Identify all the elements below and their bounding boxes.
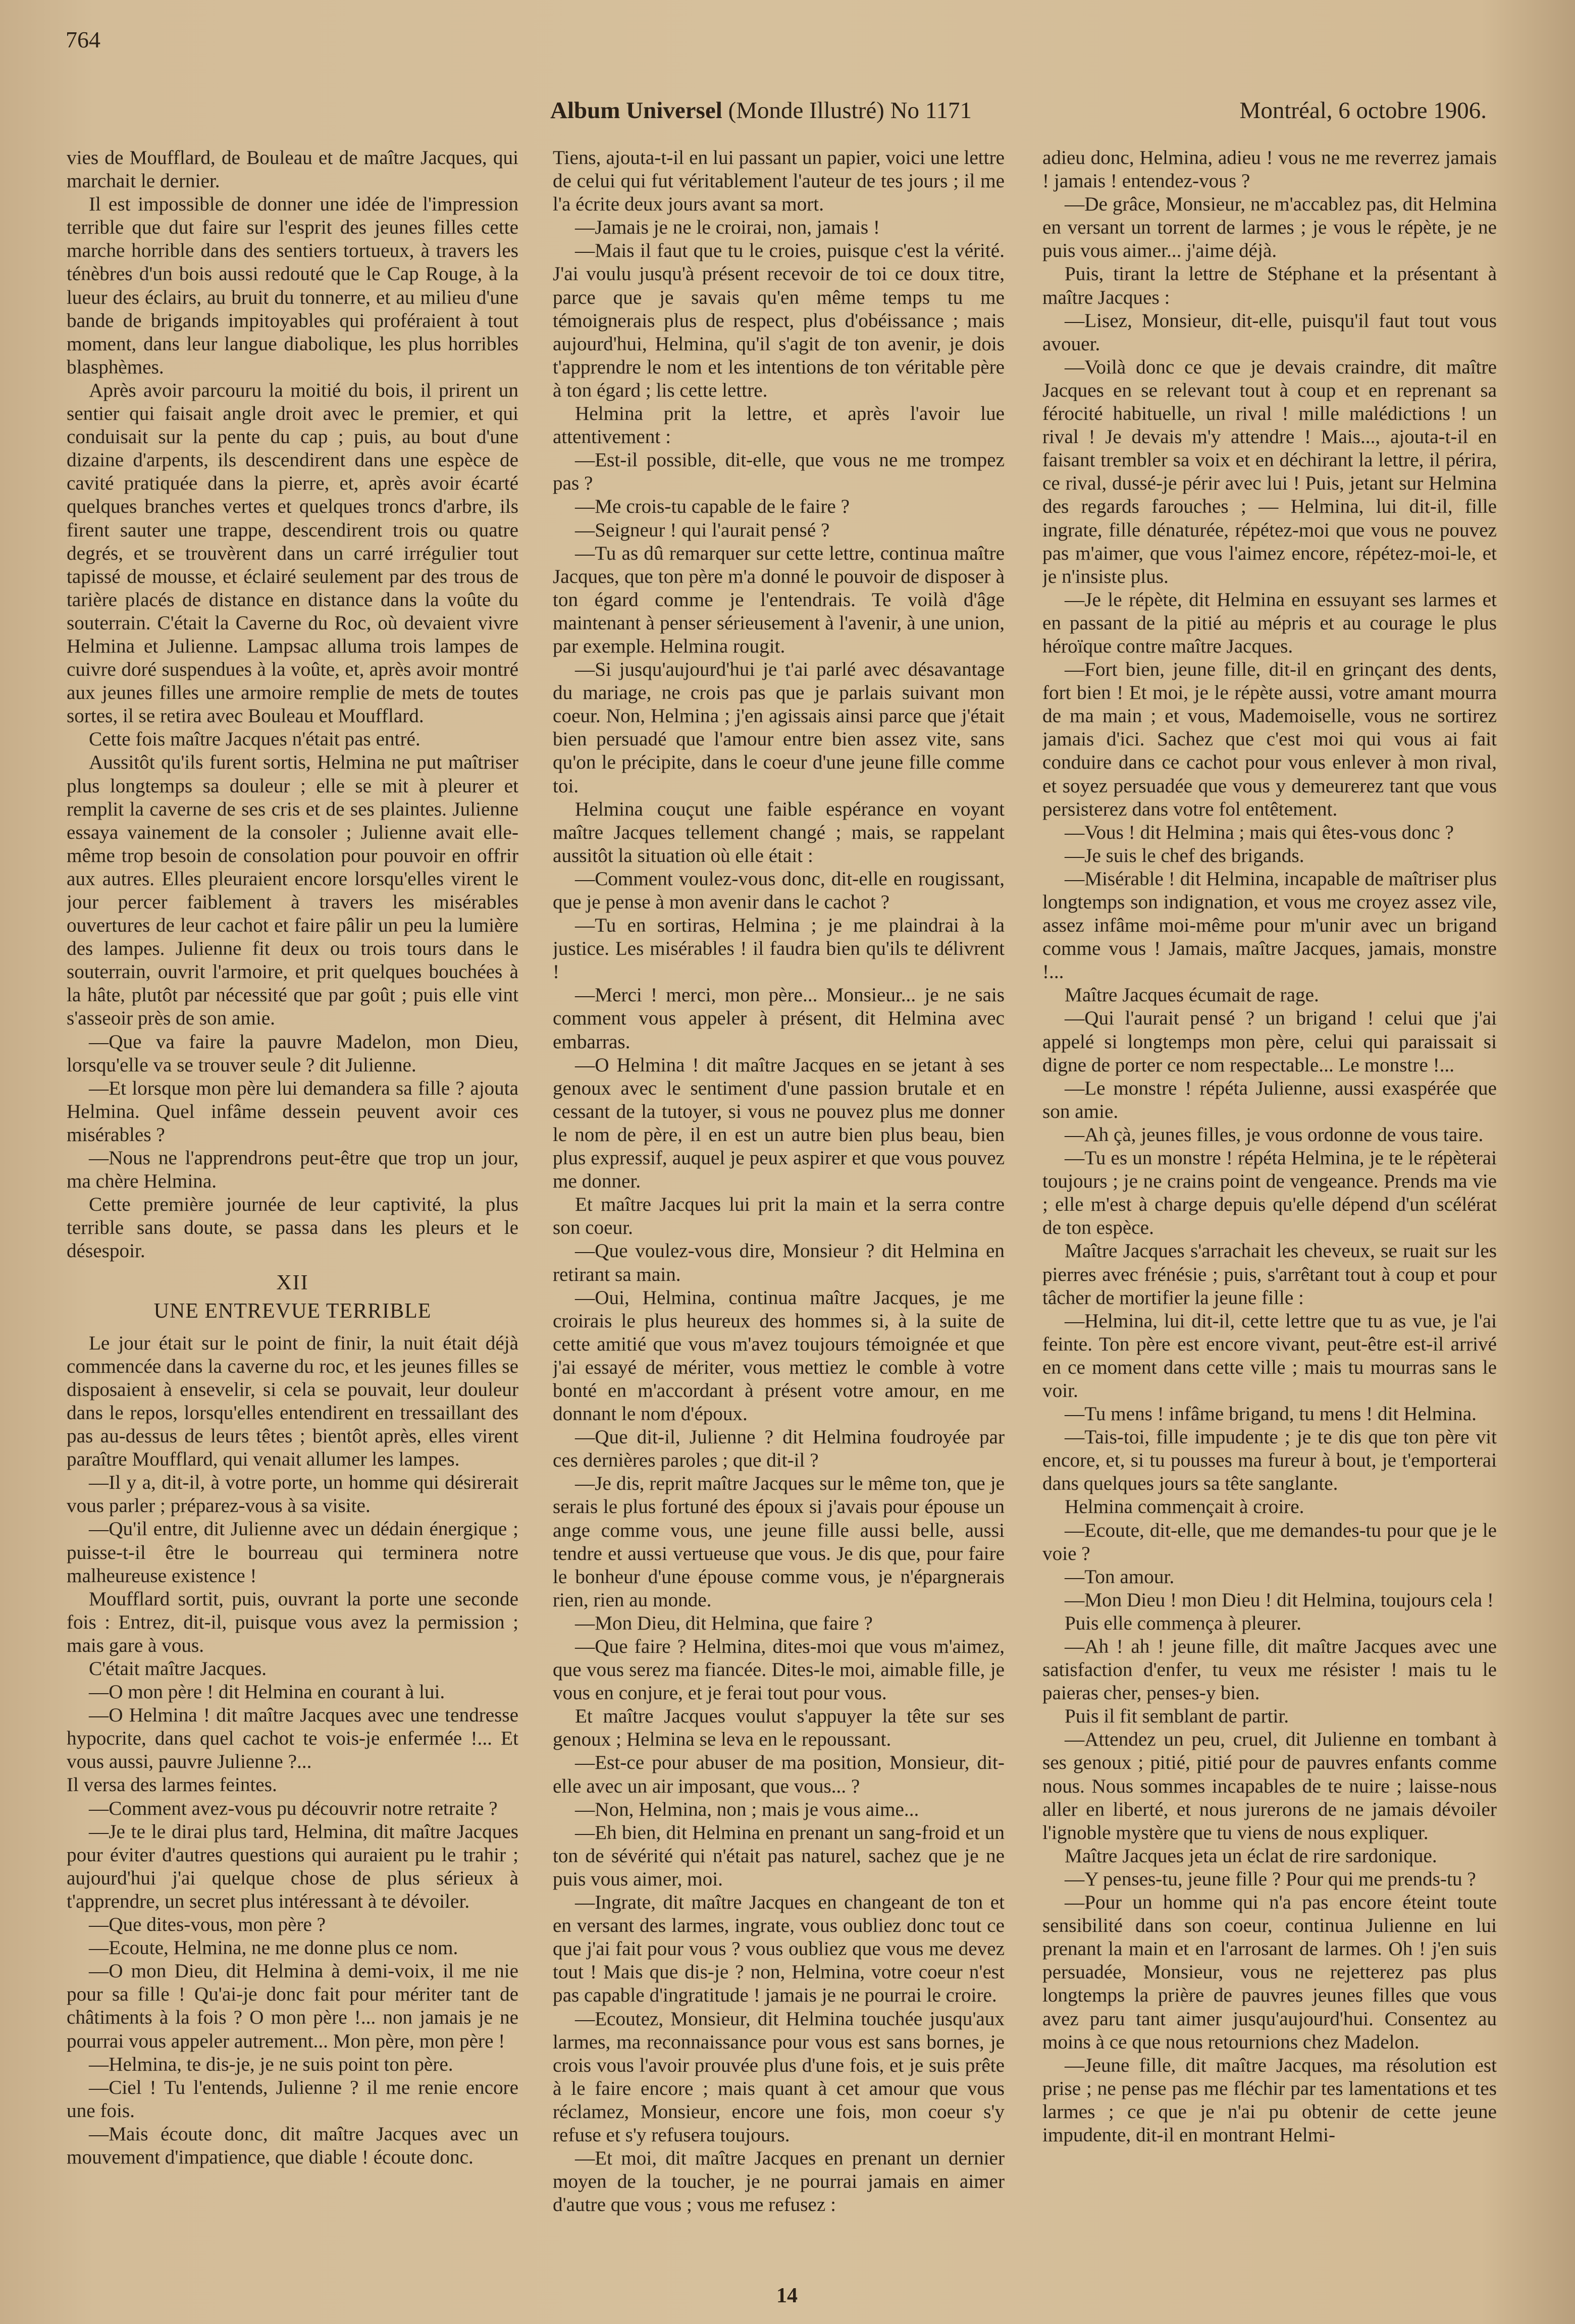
publication-subtitle: (Monde Illustré) No 1171 (728, 97, 972, 124)
paragraph: Et maître Jacques voulut s'appuyer la tête sur ses genoux ; Helmina se leva en le repoussant. (553, 1705, 1005, 1751)
paragraph: —Tu es un monstre ! répéta Helmina, je te le répèterai toujours ; je ne crains point de vengeance. Prends ma vie ; elle m'est à charge depuis qu'elle dépend d'un scélérat de ton espèce. (1042, 1147, 1497, 1239)
paragraph: Il est impossible de donner une idée de l'impression terrible que dut faire sur l'esprit des jeunes filles cette marche horrible dans des sentiers tortueux, à travers les ténèbres d'un bois aussi redouté que le Cap Rouge, à la lueur des éclairs, au bruit du tonnerre, et au milieu d'une bande de brigands impitoyables qui proféraient à tout moment, dans leur langue diabolique, les plus horribles blasphèmes. (67, 193, 518, 378)
paragraph: Le jour était sur le point de finir, la nuit était déjà commencée dans la caverne du roc, et les jeunes filles se disposaient à ensevelir, si cela se pouvait, leur douleur dans le repos, lorsqu'elles entendirent en tressaillant des pas au-dessus de leurs têtes ; bientôt après, elles virent paraître Moufflard, qui venait allumer les lampes. (67, 1332, 518, 1471)
paragraph: —Tu as dû remarquer sur cette lettre, continua maître Jacques, que ton père m'a donné le pouvoir de disposer à ton égard comme je l'entendrais. Te voilà d'âge maintenant à penser sérieusement à l'avenir, à une union, par exemple. Helmina rougit. (553, 542, 1005, 657)
paragraph: —Attendez un peu, cruel, dit Julienne en tombant à ses genoux ; pitié, pitié pour de pauvres enfants comme nous. Nous sommes incapables de te nuire ; laisse-nous aller en liberté, et nous jurerons de ne jamais dévoiler l'ignoble mystère que tu viens de nous expliquer. (1042, 1728, 1497, 1844)
paragraph: Cette première journée de leur captivité, la plus terrible sans doute, se passa dans les pleurs et le désespoir. (67, 1194, 518, 1262)
paragraph: —Je le répète, dit Helmina en essuyant ses larmes et en passant de la pitié au mépris et au courage le plus héroïque contre maître Jacques. (1042, 588, 1497, 657)
paragraph: —Que faire ? Helmina, dites-moi que vous m'aimez, que vous serez ma fiancée. Dites-le moi, aimable fille, je vous en conjure, et je ferai tout pour vous. (553, 1636, 1005, 1704)
paragraph: —Eh bien, dit Helmina en prenant un sang-froid et un ton de sévérité qui n'était pas naturel, sachez que je ne puis vous aimer, moi. (553, 1821, 1005, 1890)
paragraph: —Mais écoute donc, dit maître Jacques avec un mouvement d'impatience, que diable ! écoute donc. (67, 2123, 518, 2168)
text-column-3 (1042, 146, 1497, 2261)
paragraph: —Fort bien, jeune fille, dit-il en grinçant des dents, fort bien ! Et moi, je le répète aussi, votre amant mourra de ma main ; et vous, Mademoiselle, vous ne sortirez jamais d'ici. Sachez que c'est moi qui vous ai fait conduire dans ce cachot pour vous enlever à mon rival, et soyez persuadée que vous y demeurerez tant que vous persisterez dans votre fol entêtement. (1042, 659, 1497, 820)
paragraph: —Que voulez-vous dire, Monsieur ? dit Helmina en retirant sa main. (553, 1240, 1005, 1285)
paragraph: —Non, Helmina, non ; mais je vous aime... (575, 1798, 919, 1820)
paragraph: —Jamais je ne le croirai, non, jamais ! (575, 217, 880, 239)
text-column-1 (67, 146, 518, 2261)
paragraph: —O Helmina ! dit maître Jacques en se jetant à ses genoux avec le sentiment d'une passion brutale et en cessant de la tutoyer, si vous ne pouvez plus me donner le nom de père, il en est un autre bien plus beau, bien plus expressif, auquel je peux aspirer et que vous pouvez me donner. (553, 1054, 1005, 1193)
paragraph: —Comment voulez-vous donc, dit-elle en rougissant, que je pense à mon avenir dans le cachot ? (553, 868, 1005, 913)
paragraph: —Ciel ! Tu l'entends, Julienne ? il me renie encore une fois. (67, 2076, 518, 2122)
paragraph: —Helmina, te dis-je, je ne suis point ton père. (89, 2053, 453, 2075)
paragraph: Helmina prit la lettre, et après l'avoir lue attentivement : (553, 403, 1005, 448)
paragraph: —Jeune fille, dit maître Jacques, ma résolution est prise ; ne pense pas me fléchir par tes lamentations et tes larmes ; ce que je n'ai pu obtenir de cette jeune impudente, dit-il en montrant Helmi- (1042, 2054, 1497, 2146)
paragraph: —Je suis le chef des brigands. (1065, 844, 1304, 867)
paragraph: —Ah çà, jeunes filles, je vous ordonne de vous taire. (1065, 1123, 1484, 1146)
paragraph: —Qu'il entre, dit Julienne avec un dédain énergique ; puisse-t-il être le bourreau qui terminera notre malheureuse existence ! (67, 1518, 518, 1587)
paragraph: —O mon père ! dit Helmina en courant à lui. (89, 1681, 445, 1703)
paragraph: —Et moi, dit maître Jacques en prenant un dernier moyen de la toucher, je ne pourrai jamais en aimer d'autre que vous ; vous me refusez : (553, 2147, 1005, 2216)
paragraph: —Me crois-tu capable de le faire ? (575, 496, 850, 518)
paragraph: Et maître Jacques lui prit la main et la serra contre son coeur. (553, 1194, 1005, 1239)
paragraph: Aussitôt qu'ils furent sortis, Helmina ne put maîtriser plus longtemps sa douleur ; elle se mit à pleurer et remplit la caverne de ses cris et de ses plaintes. Julienne essaya vainement de la consoler ; Julienne avait elle-même trop besoin de consolation pour pouvoir en offrir aux autres. Elles pleuraient encore lorsqu'elles virent le jour percer faiblement à travers les misérables ouvertures de leur cachot et faire pâlir un peu la lumière des lampes. Julienne fit deux ou trois tours dans le souterrain, ouvrit l'armoire, et prit quelques bouchées à la hâte, plutôt par nécessité que par goût ; puis elle vint s'asseoir près de son amie. (67, 751, 518, 1030)
paragraph: —Et lorsque mon père lui demandera sa fille ? ajouta Helmina. Quel infâme dessein peuvent avoir ces misérables ? (67, 1077, 518, 1146)
paragraph: Il versa des larmes feintes. (67, 1774, 277, 1796)
paragraph: Maître Jacques jeta un éclat de rire sardonique. (1065, 1845, 1437, 1867)
paragraph: —Si jusqu'aujourd'hui je t'ai parlé avec désavantage du mariage, ne crois pas que je parlais suivant mon coeur. Non, Helmina ; j'en agissais ainsi parce que j'était bien persuadé que l'amour entre bien assez vite, sans qu'on le précipite, dans le coeur d'une jeune fille comme toi. (553, 659, 1005, 797)
paragraph: —Vous ! dit Helmina ; mais qui êtes-vous donc ? (1065, 821, 1454, 843)
paragraph: —Oui, Helmina, continua maître Jacques, je me croirais le plus heureux des hommes si, à la suite de cette amitié que vous m'avez toujours témoignée et que j'ai essayé de mériter, vous mettiez le comble à votre bonté en m'accordant à présent votre amour, en me donnant le nom d'époux. (553, 1286, 1005, 1425)
paragraph: —Est-il possible, dit-elle, que vous ne me trompez pas ? (553, 449, 1005, 495)
chapter-title: UNE ENTREVUE TERRIBLE (153, 1299, 432, 1323)
paragraph: —O mon Dieu, dit Helmina à demi-voix, il me nie pour sa fille ! Qu'ai-je donc fait pour mériter tant de châtiments à la fois ? O mon père !... non jamais je ne pourrai vous appeler autrement... Mon père, mon père ! (67, 1960, 518, 2052)
paragraph: —Mon Dieu, dit Helmina, que faire ? (575, 1612, 873, 1634)
paragraph: —Tais-toi, fille impudente ; je te dis que ton père vit encore, et, si tu pousses ma fureur à bout, je t'emporterai dans quelques jours sa tête sanglante. (1042, 1426, 1497, 1495)
page-number: 764 (66, 27, 100, 52)
paragraph: —Tu mens ! infâme brigand, tu mens ! dit Helmina. (1065, 1403, 1477, 1425)
paragraph: —Ton amour. (1065, 1565, 1175, 1588)
paragraph: —Je te le dirai plus tard, Helmina, dit maître Jacques pour éviter d'autres questions qui auraient pu le trahir ; aujourd'hui j'ai quelque chose de plus sérieux à t'apprendre, un secret plus intéressant à te dévoiler. (67, 1820, 518, 1912)
paragraph: Moufflard sortit, puis, ouvrant la porte une seconde fois : Entrez, dit-il, puisque vous avez la permission ; mais gare à vous. (67, 1588, 518, 1656)
paragraph: —Voilà donc ce que je devais craindre, dit maître Jacques en se relevant tout à coup et en reprenant sa férocité habituelle, un rival ! mille malédictions ! un rival ! Je devais m'y attendre ! Mais..., ajouta-t-il en faisant trembler sa voix et en déchirant la lettre, il périra, ce rival, dussé-je périr avec lui ! Puis, jetant sur Helmina des regards farouches ; — Helmina, lui dit-il, fille ingrate, fille dénaturée, répétez-moi que vous ne pouvez pas m'aimer, que vous l'aimez encore, répétez-moi-le, et je n'insiste plus. (1042, 356, 1497, 587)
paragraph: —Misérable ! dit Helmina, incapable de maîtriser plus longtemps son indignation, et vous me croyez assez vile, assez infâme moi-même pour m'unir avec un brigand comme vous ! Jamais, maître Jacques, jamais, monstre !... (1042, 868, 1497, 983)
paragraph: —Que dites-vous, mon père ? (89, 1914, 326, 1936)
paragraph: —Merci ! merci, mon père... Monsieur... je ne sais comment vous appeler à présent, dit Helmina avec embarras. (553, 984, 1005, 1053)
chapter-number: XII (276, 1271, 309, 1294)
paragraph: Cette fois maître Jacques n'était pas entré. (89, 728, 421, 750)
dateline: Montréal, 6 octobre 1906. (1239, 97, 1487, 124)
paragraph: —Lisez, Monsieur, dit-elle, puisqu'il faut tout vous avouer. (1042, 309, 1497, 355)
paragraph: adieu donc, Helmina, adieu ! vous ne me reverrez jamais ! jamais ! entendez-vous ? (1042, 147, 1497, 192)
paragraph: Puis, tirant la lettre de Stéphane et la présentant à maître Jacques : (1042, 263, 1497, 308)
paragraph: —Ah ! ah ! jeune fille, dit maître Jacques avec une satisfaction d'enfer, tu veux me résister ! mais tu le paieras cher, penses-y bien. (1042, 1636, 1497, 1704)
paragraph: Helmina couçut une faible espérance en voyant maître Jacques tellement changé ; mais, se rappelant aussitôt la situation où elle était : (553, 798, 1005, 867)
text-column-2 (553, 146, 1005, 2261)
paragraph: —Nous ne l'apprendrons peut-être que trop un jour, ma chère Helmina. (67, 1147, 518, 1193)
paragraph: —Que va faire la pauvre Madelon, mon Dieu, lorsqu'elle va se trouver seule ? dit Julienne. (67, 1031, 518, 1076)
paragraph: —Qui l'aurait pensé ? un brigand ! celui que j'ai appelé si longtemps mon père, celui qui paraissait si digne de porter ce nom respectable... Le monstre !... (1042, 1007, 1497, 1076)
paragraph: Tiens, ajouta-t-il en lui passant un papier, voici une lettre de celui qui fut véritablement l'auteur de tes jours ; il me l'a écrite deux jours avant sa mort. (553, 147, 1005, 215)
paragraph: —Ecoute, dit-elle, que me demandes-tu pour que je le voie ? (1042, 1519, 1497, 1564)
paragraph: —Comment avez-vous pu découvrir notre retraite ? (89, 1797, 498, 1819)
publication-title (550, 97, 972, 124)
paragraph: —Ecoute, Helmina, ne me donne plus ce nom. (89, 1937, 458, 1959)
paragraph: C'était maître Jacques. (89, 1658, 267, 1680)
paragraph: Après avoir parcouru la moitié du bois, il prirent un sentier qui faisait angle droit avec le premier, et qui conduisait sur la pente du cap ; puis, au bout d'une dizaine d'arpents, ils descendirent dans une espèce de cavité pratiquée dans la pierre, et, après avoir écarté quelques branches vertes et quelques troncs d'arbre, ils firent sauter une trappe, descendirent trois ou quatre degrés, et se trouvèrent dans un carré irrégulier tout tapissé de mousse, et éclairé seulement par des trous de tarière placés de distance en distance dans la voûte du souterrain. C'était la Caverne du Roc, où devaient vivre Helmina et Julienne. Lampsac alluma trois lampes de cuivre doré suspendues à la voûte, et, après avoir montré aux jeunes filles une armoire remplie de mets de toutes sortes, il se retira avec Bouleau et Moufflard. (67, 379, 518, 727)
paragraph: —Mon Dieu ! mon Dieu ! dit Helmina, toujours cela ! (1065, 1589, 1494, 1611)
paragraph: —Il y a, dit-il, à votre porte, un homme qui désirerait vous parler ; préparez-vous à sa visite. (67, 1472, 518, 1517)
paragraph: —Y penses-tu, jeune fille ? Pour qui me prends-tu ? (1065, 1868, 1476, 1890)
folio-number: 14 (776, 2284, 798, 2307)
paragraph: —Est-ce pour abuser de ma position, Monsieur, dit-elle avec un air imposant, que vous... ? (553, 1752, 1005, 1797)
paragraph: Helmina commençait à croire. (1065, 1496, 1304, 1518)
paragraph: —O Helmina ! dit maître Jacques avec une tendresse hypocrite, dans quel cachot te vois-je enfermée !... Et vous aussi, pauvre Julienne ?... (67, 1704, 518, 1773)
paragraph: —Seigneur ! qui l'aurait pensé ? (575, 519, 830, 541)
paragraph: vies de Moufflard, de Bouleau et de maître Jacques, qui marchait le dernier. (67, 147, 518, 192)
running-header (0, 97, 1575, 132)
paragraph: Puis elle commença à pleurer. (1065, 1612, 1301, 1634)
paragraph: —Pour un homme qui n'a pas encore éteint toute sensibilité dans son coeur, continua Julienne en lui prenant la main et en l'arrosant de larmes. Oh ! j'en suis persuadée, Monsieur, vous ne rejetterez pas plus longtemps la prière de pauvres jeunes filles que vous avez paru tant aimer jusqu'aujourd'hui. Consentez au moins à ce que nous retournions chez Madelon. (1042, 1891, 1497, 2053)
paragraph: —Ingrate, dit maître Jacques en changeant de ton et en versant des larmes, ingrate, vous oubliez donc tout ce que j'ai fait pour vous ? vous oubliez que vous me devez tout ! Mais que dis-je ? non, Helmina, votre coeur n'est pas capable d'ingratitude ! jamais je ne pourrai le croire. (553, 1891, 1005, 2007)
paragraph: Maître Jacques s'arrachait les cheveux, se ruait sur les pierres avec frénésie ; puis, s'arrêtant tout à coup et pour tâcher de mortifier la jeune fille : (1042, 1240, 1497, 1309)
paragraph: —Helmina, lui dit-il, cette lettre que tu as vue, je l'ai feinte. Ton père est encore vivant, peut-être est-il arrivé en ce moment dans cette ville ; mais tu mourras sans le voir. (1042, 1310, 1497, 1401)
paragraph: —Je dis, reprit maître Jacques sur le même ton, que je serais le plus fortuné des époux si j'avais pour épouse un ange comme vous, une jeune fille aussi belle, aussi tendre et aussi vertueuse que vous. Je dis que, pour faire le bonheur d'une épouse comme vous, je n'épargnerais rien, rien au monde. (553, 1473, 1005, 1611)
paragraph: —Mais il faut que tu le croies, puisque c'est la vérité. J'ai voulu jusqu'à présent recevoir de toi ce doux titre, parce que je savais qu'en même temps tu me témoignerais plus de respect, plus d'obéissance ; mais aujourd'hui, Helmina, qu'il s'agit de ton avenir, je dois t'apprendre le nom et les intentions de ton véritable père à ton égard ; lis cette lettre. (553, 240, 1005, 401)
paragraph: Maître Jacques écumait de rage. (1065, 984, 1319, 1006)
publication-name: Album Universel (550, 97, 722, 124)
paragraph: —Que dit-il, Julienne ? dit Helmina foudroyée par ces dernières paroles ; que dit-il ? (553, 1426, 1005, 1472)
paragraph: —Ecoutez, Monsieur, dit Helmina touchée jusqu'aux larmes, ma reconnaissance pour vous est sans bornes, je crois vous l'avoir prouvée plus d'une fois, et je suis prête à le faire encore ; mais quant à cet amour que vous réclamez, Monsieur, encore une fois, mon coeur s'y refuse et s'y refusera toujours. (553, 2008, 1005, 2146)
paragraph: —De grâce, Monsieur, ne m'accablez pas, dit Helmina en versant un torrent de larmes ; je vous le répète, je ne puis vous aimer... j'aime déjà. (1042, 193, 1497, 262)
paragraph: —Tu en sortiras, Helmina ; je me plaindrai à la justice. Les misérables ! il faudra bien qu'ils te délivrent ! (553, 914, 1005, 983)
paragraph: Puis il fit semblant de partir. (1065, 1705, 1289, 1727)
paragraph: —Le monstre ! répéta Julienne, aussi exaspérée que son amie. (1042, 1077, 1497, 1122)
